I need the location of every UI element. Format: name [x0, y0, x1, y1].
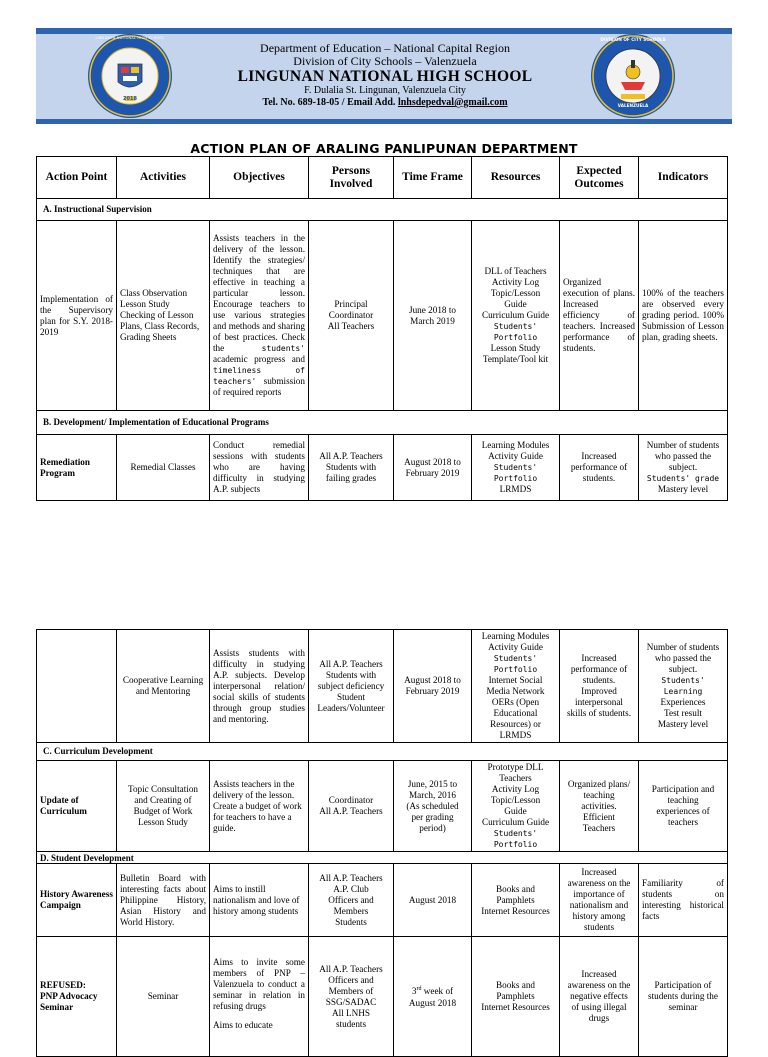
r3-persons	[309, 630, 394, 743]
r4-time	[394, 761, 472, 852]
r4-time-1: June, 2015 to	[407, 778, 458, 789]
left-seal-text: LINGUNAN NATIONAL HIGH SCHOOL	[95, 36, 165, 40]
r1-objectives	[210, 221, 309, 411]
r6-time	[394, 937, 472, 1057]
r1-obj-c: submission of required reports	[213, 376, 305, 397]
r5-objectives: Aims to instill nationalism and love of history among students	[210, 864, 309, 937]
r4-out-5: Teachers	[582, 822, 616, 833]
section-d-label: D. Student Development	[37, 852, 728, 864]
r1-time-1: June 2018 to	[409, 304, 456, 315]
r4-objectives: Assists teachers in the delivery of the lesson. Create a budget of work for teachers to have a guide.	[210, 761, 309, 852]
r3-out-2: performance of	[570, 664, 628, 674]
r4-time-2: March, 2016	[409, 789, 456, 800]
r2-outcomes	[560, 435, 639, 501]
r3-ind-3: subject.	[668, 664, 698, 674]
r1-res-5: Curriculum Guide	[481, 310, 550, 320]
r1-obj-m1: students'	[261, 344, 305, 353]
table-header-row	[37, 157, 728, 199]
r6-action-2: PNP Advocacy	[40, 991, 98, 1001]
r1-res-4: Guide	[504, 299, 527, 309]
r6-res-3: Internet Resources	[481, 1002, 550, 1012]
r6-resources	[472, 937, 560, 1057]
section-c-label: C. Curriculum Development	[37, 743, 728, 761]
r3-out-6: skills of students.	[566, 708, 632, 718]
r3-res-2: Activity Guide	[488, 642, 543, 652]
r5-person-4: Members	[333, 905, 369, 916]
r4-time-3: (As scheduled	[406, 800, 459, 811]
r4-res-6: Curriculum Guide	[481, 817, 550, 827]
table-row	[37, 221, 728, 411]
r5-persons	[309, 864, 394, 937]
r6-time-1	[397, 984, 468, 997]
r4-activity-1: Topic Consultation	[127, 784, 199, 794]
r4-activity-2: and Creating of	[134, 795, 192, 805]
r6-res-2: Pamphlets	[496, 991, 535, 1001]
r3-ind-2: who passed the	[654, 653, 712, 663]
r3-ind-6: Test result	[664, 708, 702, 718]
header-email-link[interactable]: lnhsdepedval@gmail.com	[397, 97, 508, 108]
r2-objectives: Conduct remedial sessions with students who are having difficulty in studying A.P. subjects	[210, 435, 309, 501]
r1-activities	[117, 221, 210, 411]
r3-action	[37, 630, 117, 743]
r6-action-3: Seminar	[40, 1002, 74, 1012]
r4-persons	[309, 761, 394, 852]
r3-res-8: Resources) or	[490, 719, 541, 729]
r2-res-2: Activity Guide	[488, 451, 543, 461]
r2-action: Remediation Program	[37, 435, 117, 501]
r3-out-5: interpersonal	[575, 697, 623, 707]
r3-indicators	[639, 630, 728, 743]
r4-res-4: Topic/Lesson	[490, 795, 541, 805]
r1-person-2: Coordinator	[328, 310, 374, 320]
r1-persons	[309, 221, 394, 411]
r4-person-1: Coordinator	[328, 795, 374, 805]
r3-ind-1: Number of students	[646, 642, 720, 652]
r6-obj-a: Aims to invite some members of PNP – Valenzuela to conduct a seminar in relation in refusing drugs	[213, 957, 305, 1011]
action-plan-table-page1	[36, 156, 728, 501]
r4-activity-3: Budget of Work	[133, 806, 193, 816]
r6-objectives	[210, 937, 309, 1057]
r4-ind-4: teachers	[667, 817, 699, 827]
r3-outcomes	[560, 630, 639, 743]
table-row	[37, 761, 728, 852]
r1-res-6: Students' Portfolio	[493, 322, 538, 342]
r2-ind-5: Mastery level	[657, 484, 709, 494]
r6-action-1: REFUSED:	[40, 980, 86, 990]
col-header-time-frame: Time Frame	[394, 157, 472, 199]
r2-ind-2: who passed the	[654, 451, 712, 461]
r3-time	[394, 630, 472, 743]
header-school-name: LINGUNAN NATIONAL HIGH SCHOOL	[237, 68, 533, 85]
r6-time-num: 3	[411, 986, 417, 997]
header-department: Department of Education – National Capital Region	[260, 41, 510, 55]
r3-res-5: Media Network	[486, 686, 545, 696]
r1-time	[394, 221, 472, 411]
r1-action: Implementation of the Supervisory plan for S.Y. 2018-2019	[37, 221, 117, 411]
r6-out-1: Increased	[581, 969, 617, 979]
r1-person-3: All Teachers	[327, 321, 375, 331]
r3-resources	[472, 630, 560, 743]
r4-time-4: per grading	[411, 811, 454, 822]
r3-activity-1: Cooperative Learning	[122, 675, 204, 685]
r3-res-6: OERs (Open	[491, 697, 540, 707]
r1-res-3: Topic/Lesson	[490, 288, 541, 298]
r3-person-5: Leaders/Volunteer	[317, 702, 385, 713]
r5-time: August 2018	[394, 864, 472, 937]
r4-indicators	[639, 761, 728, 852]
r5-out-5: history among	[572, 911, 626, 921]
r3-out-1: Increased	[581, 653, 617, 663]
r2-person-2: Students with	[325, 462, 377, 472]
r6-person-2: Officers and	[328, 974, 374, 985]
r6-ind-2: students during the	[648, 991, 718, 1001]
table-row	[37, 435, 728, 501]
col-header-objectives: Objectives	[210, 157, 309, 199]
r3-ind-7: Mastery level	[657, 719, 709, 729]
r5-out-6: students	[583, 922, 615, 932]
r6-indicators	[639, 937, 728, 1057]
r3-ind-4: Students' Learning	[661, 676, 705, 696]
r5-person-1: All A.P. Teachers	[319, 872, 383, 883]
r6-action	[37, 937, 117, 1057]
header-contact-phone: Tel. No. 689-18-05 / Email Add.	[262, 97, 398, 108]
r6-out-2: awareness on the	[567, 980, 631, 990]
r6-ind-1: Participation of	[654, 980, 712, 990]
r1-person-1: Principal	[334, 299, 368, 309]
r4-out-3: activities.	[581, 800, 617, 811]
r2-out-3: students.	[582, 473, 616, 483]
r1-indicators: 100% of the teachers are observed every grading period. 100% Submission of Lesson plan, grading sheets.	[639, 221, 728, 411]
r4-activities	[117, 761, 210, 852]
r4-ind-3: experiences of	[656, 806, 710, 816]
r5-out-2: awareness on the	[567, 878, 631, 888]
r6-time-2: August 2018	[408, 997, 457, 1008]
r2-res-1: Learning Modules	[481, 440, 550, 450]
r3-out-4: Improved	[581, 686, 617, 696]
table-row	[37, 937, 728, 1057]
r6-out-5: drugs	[588, 1013, 610, 1023]
r3-res-1: Learning Modules	[481, 631, 550, 641]
r4-ind-2: teaching	[667, 795, 699, 805]
col-header-outcomes: Expected Outcomes	[560, 157, 639, 199]
r3-time-1: August 2018 to	[404, 675, 461, 685]
r1-resources	[472, 221, 560, 411]
r3-person-1: All A.P. Teachers	[319, 658, 383, 669]
r1-activity-2: Lesson Study	[120, 299, 170, 309]
r4-res-3: Activity Log	[491, 784, 540, 794]
r4-out-1: Organized plans/	[567, 778, 631, 789]
r4-action: Update of Curriculum	[37, 761, 117, 852]
action-plan-table-page2	[36, 629, 728, 1057]
r2-out-1: Increased	[581, 451, 617, 461]
header-address: F. Dulalia St. Lingunan, Valenzuela City	[304, 85, 466, 96]
r3-res-3: Students' Portfolio	[493, 654, 538, 674]
header-contact	[160, 97, 610, 108]
r5-person-5: Students	[335, 916, 367, 927]
r4-ind-1: Participation and	[651, 784, 715, 794]
r4-out-2: teaching	[583, 789, 615, 800]
r3-person-3: subject deficiency	[317, 680, 385, 691]
r2-res-3: Students' Portfolio	[493, 463, 538, 483]
col-header-persons: Persons Involved	[309, 157, 394, 199]
r4-res-7: Students' Portfolio	[493, 829, 538, 849]
r6-person-4: SSG/SADAC	[325, 996, 377, 1007]
r5-person-2: A.P. Club	[333, 883, 369, 894]
r1-activity-1: Class Observation	[120, 288, 188, 298]
r2-time	[394, 435, 472, 501]
r6-person-5: All LNHS	[331, 1007, 371, 1018]
r6-out-3: negative effects	[570, 991, 628, 1001]
r5-out-4: nationalism and	[569, 900, 629, 910]
r3-objectives: Assists students with difficulty in studying A.P. subjects. Develop interpersonal relation/ social skills of students through group studies and mentoring.	[210, 630, 309, 743]
r3-out-3: students.	[582, 675, 616, 685]
right-seal-text: DIVISION OF CITY SCHOOLS	[600, 37, 666, 42]
r6-person-6: students	[335, 1018, 367, 1029]
r2-time-1: August 2018 to	[404, 456, 461, 467]
r5-action: History Awareness Campaign	[37, 864, 117, 937]
r3-res-7: Educational	[493, 708, 538, 718]
r4-res-2: Teachers	[499, 773, 532, 783]
left-seal-year: 2018	[123, 96, 137, 102]
r6-activities: Seminar	[117, 937, 210, 1057]
r3-res-9: LRMDS	[499, 730, 532, 740]
r3-person-2: Students with	[325, 669, 377, 680]
r2-activities: Remedial Classes	[117, 435, 210, 501]
r6-res-1: Books and	[495, 980, 536, 990]
r2-ind-1: Number of students	[646, 440, 720, 450]
r1-obj-a: Assists teachers in the delivery of the lesson. Identify the strategies/ techniques that are effective in teaching a particular lesson. Encourage teachers to use various strategies and methods and sharing of best practices. Check the	[213, 233, 305, 353]
r6-persons	[309, 937, 394, 1057]
r2-indicators	[639, 435, 728, 501]
r4-activity-4: Lesson Study	[138, 817, 188, 827]
r1-obj-m2: timeliness of teachers'	[213, 366, 305, 386]
r3-activities	[117, 630, 210, 743]
r5-person-3: Officers and	[328, 894, 374, 905]
section-b-label: B. Development/ Implementation of Educational Programs	[37, 411, 728, 435]
r4-person-2: All A.P. Teachers	[319, 806, 383, 816]
r2-ind-4: Students' grade	[646, 474, 720, 483]
table-row	[37, 864, 728, 937]
r2-ind-3: subject.	[668, 462, 698, 472]
r1-res-7: Lesson Study	[490, 343, 541, 353]
r3-time-2: February 2019	[405, 686, 460, 696]
r5-outcomes	[560, 864, 639, 937]
r2-persons	[309, 435, 394, 501]
r1-time-2: March 2019	[410, 315, 455, 326]
header-division: Division of City Schools – Valenzuela	[293, 54, 477, 68]
r2-time-2: February 2019	[405, 467, 460, 478]
r4-out-4: Efficient	[583, 811, 615, 822]
r5-out-3: importance of	[573, 889, 625, 899]
section-row-b	[37, 411, 728, 435]
r4-res-1: Prototype DLL	[487, 762, 544, 772]
r4-outcomes	[560, 761, 639, 852]
r3-activity-2: and Mentoring	[135, 686, 191, 696]
r5-resources	[472, 864, 560, 937]
section-row-c	[37, 743, 728, 761]
r2-res-4: LRMDS	[499, 484, 532, 494]
r5-res-3: Internet Resources	[481, 905, 550, 916]
col-header-resources: Resources	[472, 157, 560, 199]
r6-obj-b: Aims to educate	[213, 1020, 273, 1030]
r6-person-3: Members of	[328, 985, 374, 996]
r1-res-8: Template/Tool kit	[482, 354, 549, 364]
right-seal-sub: VALENZUELA	[617, 103, 649, 108]
r1-activity-3: Checking of Lesson Plans, Class Records, Grading Sheets	[120, 310, 200, 342]
section-a-label: A. Instructional Supervision	[37, 199, 728, 221]
header-bottom-stripe	[36, 119, 732, 124]
r2-out-2: performance of	[570, 462, 628, 472]
r1-res-2: Activity Log	[491, 277, 540, 287]
section-row-d	[37, 852, 728, 864]
section-row-a	[37, 199, 728, 221]
r5-indicators: Familiarity of students on interesting historical facts	[639, 864, 728, 937]
r2-person-3: failing grades	[325, 473, 377, 483]
table-row	[37, 630, 728, 743]
r3-ind-5: Experiences	[660, 697, 706, 707]
r6-person-1: All A.P. Teachers	[319, 963, 383, 974]
r4-time-5: period)	[419, 822, 446, 833]
r3-res-4: Internet Social	[488, 675, 543, 685]
r5-out-1: Increased	[581, 867, 617, 877]
r1-res-1: DLL of Teachers	[484, 266, 547, 276]
col-header-indicators: Indicators	[639, 157, 728, 199]
r3-person-4: Student	[336, 691, 366, 702]
r1-outcomes: Organized execution of plans. Increased efficiency of teachers. Increased performance of students.	[560, 221, 639, 411]
r2-person-1: All A.P. Teachers	[319, 451, 383, 461]
r1-obj-b: academic progress and	[213, 354, 305, 364]
r4-resources	[472, 761, 560, 852]
r6-outcomes	[560, 937, 639, 1057]
r5-res-1: Books and	[495, 883, 536, 894]
page-title: ACTION PLAN OF ARALING PANLIPUNAN DEPARTMENT	[190, 141, 578, 156]
col-header-action-point: Action Point	[37, 157, 117, 199]
r4-res-5: Guide	[504, 806, 527, 816]
r6-ind-3: seminar	[668, 1002, 698, 1012]
col-header-activities: Activities	[117, 157, 210, 199]
r6-time-sup: rd	[416, 986, 422, 993]
r5-activities: Bulletin Board with interesting facts about Philippine History, Asian History and World History.	[117, 864, 210, 937]
r2-resources	[472, 435, 560, 501]
r5-res-2: Pamphlets	[496, 894, 535, 905]
r6-time-rest: week of	[421, 986, 454, 997]
r6-out-4: of using illegal	[571, 1002, 627, 1012]
